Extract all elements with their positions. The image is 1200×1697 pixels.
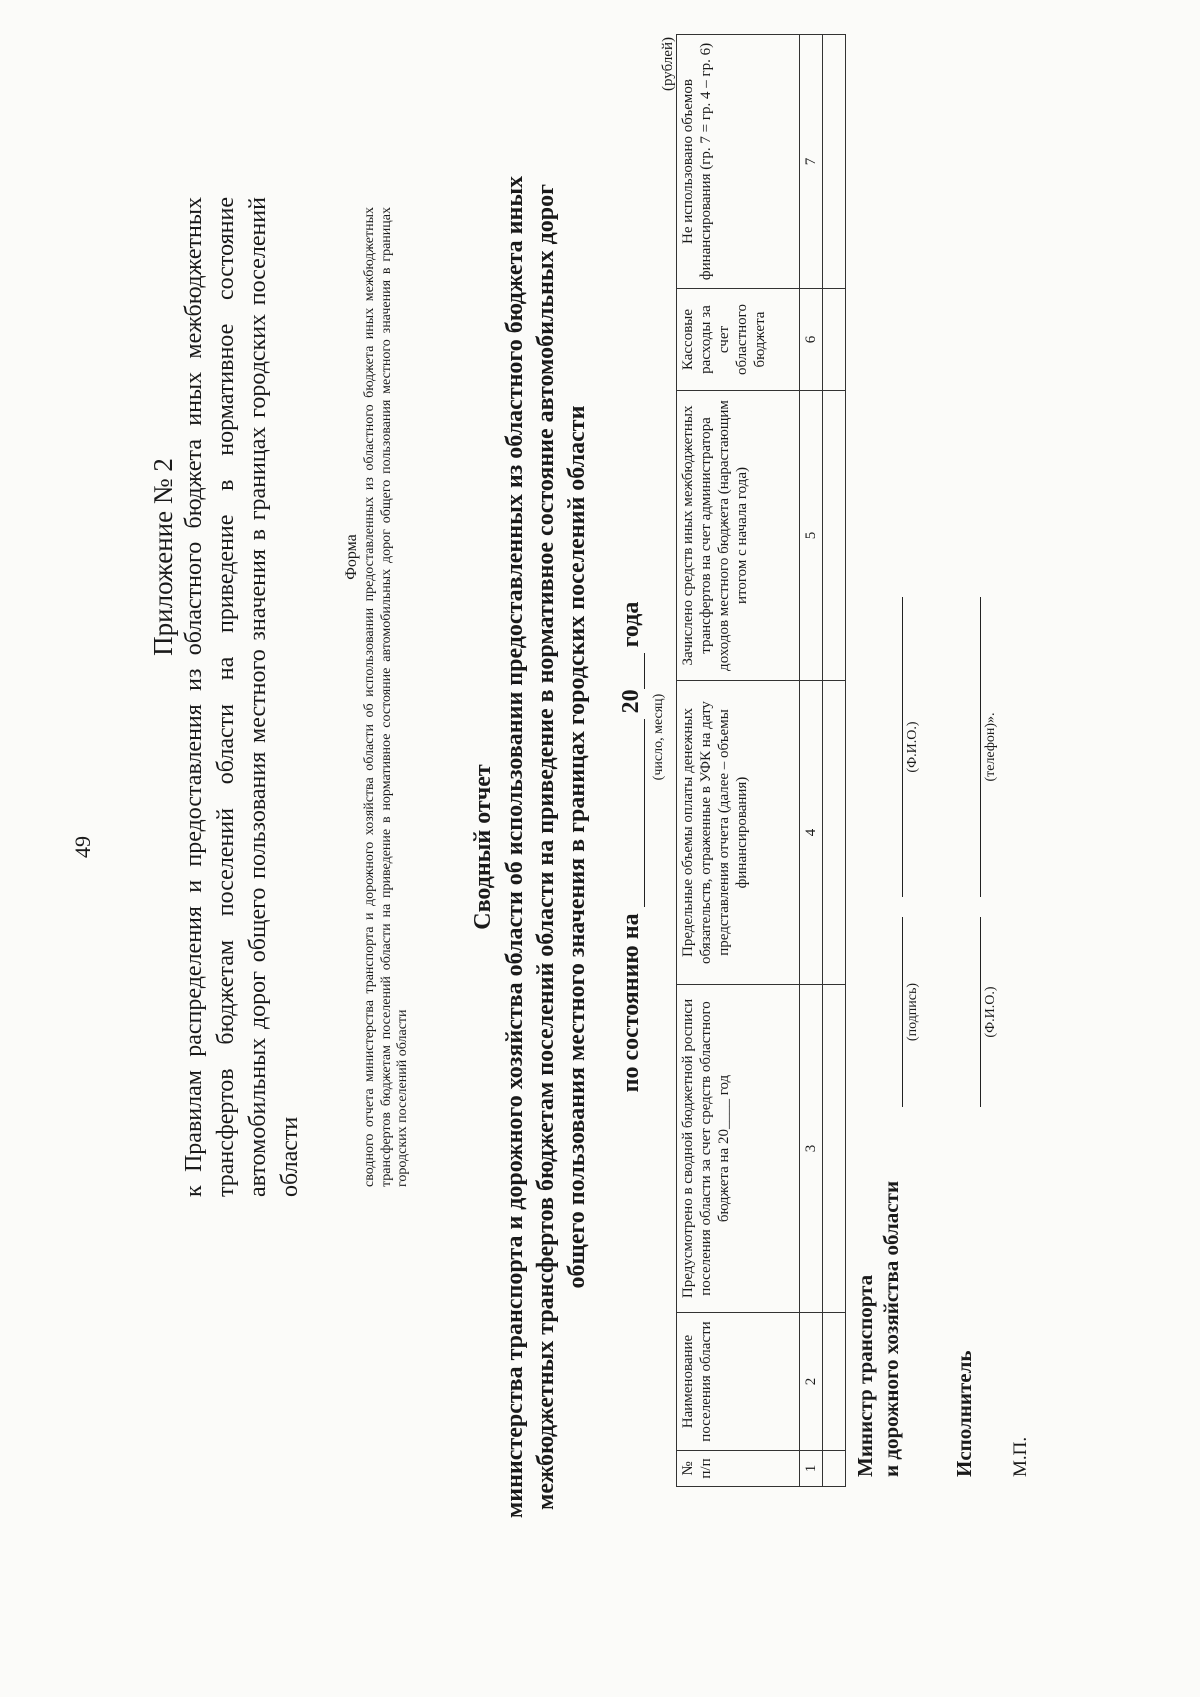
column-header: Предельные объемы оплаты денежных обязательств, отраженные в УФК на дату представления отчета (далее – объемы финансирования) <box>677 681 800 985</box>
table-cell[interactable] <box>823 35 846 289</box>
table-header-row <box>677 35 800 1487</box>
state-prefix: по состоянию на <box>618 913 644 1093</box>
column-header: Наименование поселения области <box>677 1313 800 1451</box>
column-number: 5 <box>800 391 823 681</box>
date-hint: (число, месяц) <box>651 693 666 781</box>
column-number: 7 <box>800 35 823 289</box>
table-cell[interactable] <box>823 1313 846 1451</box>
appendix-body: к Правилам распределения и предоставления из областного бюджета иных межбюджетных трансфертов бюджетам поселений области на приведение в нормативное состояние автомобильных дорог общего пользования местного значения в границах городских поселений области <box>181 197 303 1197</box>
column-number: 6 <box>800 289 823 391</box>
report-table <box>676 34 846 1487</box>
form-label: Форма <box>343 534 360 580</box>
column-header: Кассовые расходы за счет областного бюджета <box>677 289 800 391</box>
year-prefix: 20 <box>618 689 644 714</box>
table-cell[interactable] <box>823 681 846 985</box>
year-suffix: года <box>618 601 644 648</box>
table-cell[interactable] <box>823 391 846 681</box>
report-date-line <box>618 517 645 1177</box>
column-number: 1 <box>800 1451 823 1487</box>
column-number: 3 <box>800 985 823 1313</box>
table-row <box>823 35 846 1487</box>
appendix-title: Приложение № 2 <box>148 458 178 656</box>
column-header: Зачислено средств иных межбюджетных трансфертов на счет администратора доходов местного бюджета (нарастающим итогом с начала года) <box>677 391 800 681</box>
table-cell[interactable] <box>823 985 846 1313</box>
minister-name-line[interactable] <box>902 597 903 897</box>
stamp-label: М.П. <box>1010 1436 1031 1477</box>
form-description: сводного отчета министерства транспорта и дорожного хозяйства области об использовании предоставленных из областного бюджета иных межбюджетных трансфертов бюджетам поселений области на приведение в нормативное состояние автомобильных дорог общего пользования местного значения в границах городских поселений области <box>362 207 410 1187</box>
column-number: 4 <box>800 681 823 985</box>
executor-name-line[interactable] <box>980 917 981 1107</box>
column-header: Не использовано объемов финансирования (гр. 7 = гр. 4 – гр. 6) <box>677 35 800 289</box>
minister-line-1: Министр транспорта <box>853 1274 877 1477</box>
minister-signature-line[interactable] <box>902 917 903 1107</box>
column-number: 2 <box>800 1313 823 1451</box>
executor-name-hint: (Ф.И.О.) <box>983 986 998 1038</box>
name-hint: (Ф.И.О.) <box>905 721 920 773</box>
executor-label: Исполнитель <box>952 1350 976 1477</box>
column-header: Предусмотрено в сводной бюджетной росписи поселения области за счет средств областного бюджета на 20____ год <box>677 985 800 1313</box>
table-cell[interactable] <box>823 289 846 391</box>
minister-title <box>852 1117 904 1477</box>
executor-phone-line[interactable] <box>980 597 981 897</box>
phone-hint: (телефон)». <box>983 712 998 782</box>
minister-line-2: и дорожного хозяйства области <box>879 1180 903 1477</box>
year-blank[interactable] <box>618 653 645 689</box>
page-number: 49 <box>70 836 95 858</box>
date-blank[interactable] <box>618 719 645 907</box>
report-title: Сводный отчет <box>470 764 496 930</box>
units-label: (рублей) <box>660 37 676 92</box>
column-number-row <box>800 35 823 1487</box>
signature-hint: (подпись) <box>905 982 920 1042</box>
column-header: № п/п <box>677 1451 800 1487</box>
table-cell[interactable] <box>823 1451 846 1487</box>
report-heading: министерства транспорта и дорожного хозяйства области об использовании предоставленных из областного бюджета иных межбюджетных трансфертов бюджетам поселений области на приведение в нормативное состояние автомобильных дорог общего пользования местного значения в границах городских поселений области <box>502 175 590 1519</box>
